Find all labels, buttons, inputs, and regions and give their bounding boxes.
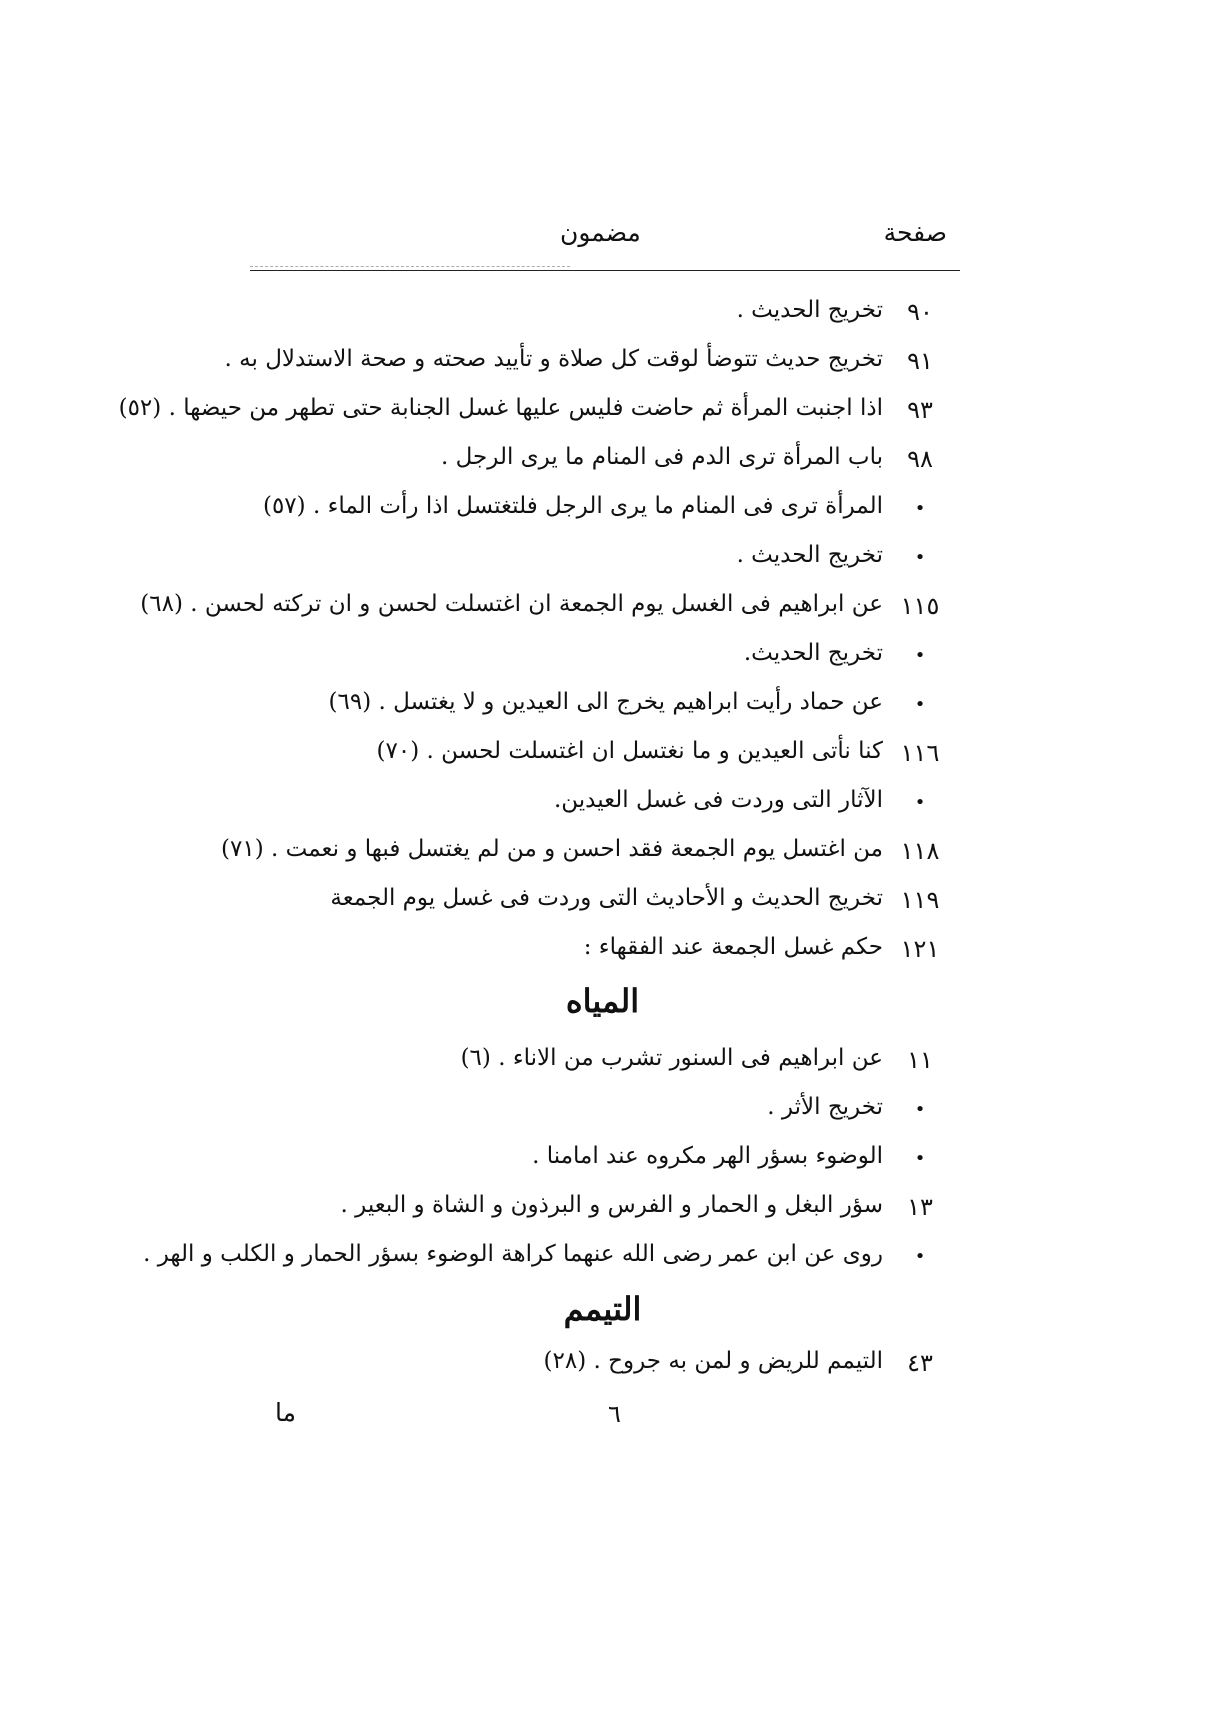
header-dashed-rule (250, 266, 570, 267)
page-number: ٦ (608, 1400, 621, 1428)
list-item: • روى عن ابن عمر رضى الله عنهما كراهة الوضوء بسؤر الحمار و الكلب و الهر . (143, 1241, 926, 1267)
list-item: ١٢١ حكم غسل الجمعة عند الفقهاء : (583, 934, 940, 963)
list-item: ٤٣ التيمم للريض و لمن به جروح . (٢٨) (543, 1348, 933, 1377)
section-heading-tayammum: التيمم (563, 1290, 642, 1328)
list-item: ٩٨ باب المرأة ترى الدم فى المنام ما يرى الرجل . (441, 444, 933, 473)
signature-mark: ما (275, 1398, 297, 1427)
list-item: ١١٦ كنا نأتى العيدين و ما نغتسل ان اغتسلت لحسن . (٧٠) (376, 738, 940, 767)
header-rule (250, 270, 960, 271)
list-item: • الآثار التى وردت فى غسل العيدين. (553, 787, 926, 813)
subject-column-header: مضمون (560, 218, 641, 247)
page-column-header: صفحة (883, 218, 947, 247)
list-item: ١١٨ من اغتسل يوم الجمعة فقد احسن و من لم يغتسل فبها و نعمت . (٧١) (221, 836, 940, 865)
list-item: • تخريج الحديث . (736, 542, 926, 568)
list-item: ١١٩ تخريج الحديث و الأحاديث التى وردت فى غسل يوم الجمعة (330, 885, 940, 914)
section-heading-water: المياه (565, 982, 640, 1020)
list-item: ٩٠ تخريج الحديث . (736, 297, 933, 326)
list-item: • عن حماد رأيت ابراهيم يخرج الى العيدين و لا يغتسل . (٦٩) (328, 689, 926, 715)
list-item: • الوضوء بسؤر الهر مكروه عند امامنا . (532, 1143, 926, 1169)
list-item: ١٣ سؤر البغل و الحمار و الفرس و البرذون و الشاة و البعير . (340, 1192, 933, 1221)
list-item: • المرأة ترى فى المنام ما يرى الرجل فلتغتسل اذا رأت الماء . (٥٧) (262, 493, 926, 519)
list-item: ١١ عن ابراهيم فى السنور تشرب من الاناء . (٦) (460, 1045, 933, 1074)
list-item: • تخريج الأثر . (767, 1094, 926, 1120)
list-item: ٩١ تخريج حديث تتوضأ لوقت كل صلاة و تأييد صحته و صحة الاستدلال به . (224, 346, 933, 375)
list-item: • تخريج الحديث. (743, 640, 926, 666)
list-item: ١١٥ عن ابراهيم فى الغسل يوم الجمعة ان اغتسلت لحسن و ان تركته لحسن . (٦٨) (140, 591, 940, 620)
list-item: ٩٣ اذا اجنبت المرأة ثم حاضت فليس عليها غسل الجنابة حتى تطهر من حيضها . (٥٢) (118, 395, 933, 424)
